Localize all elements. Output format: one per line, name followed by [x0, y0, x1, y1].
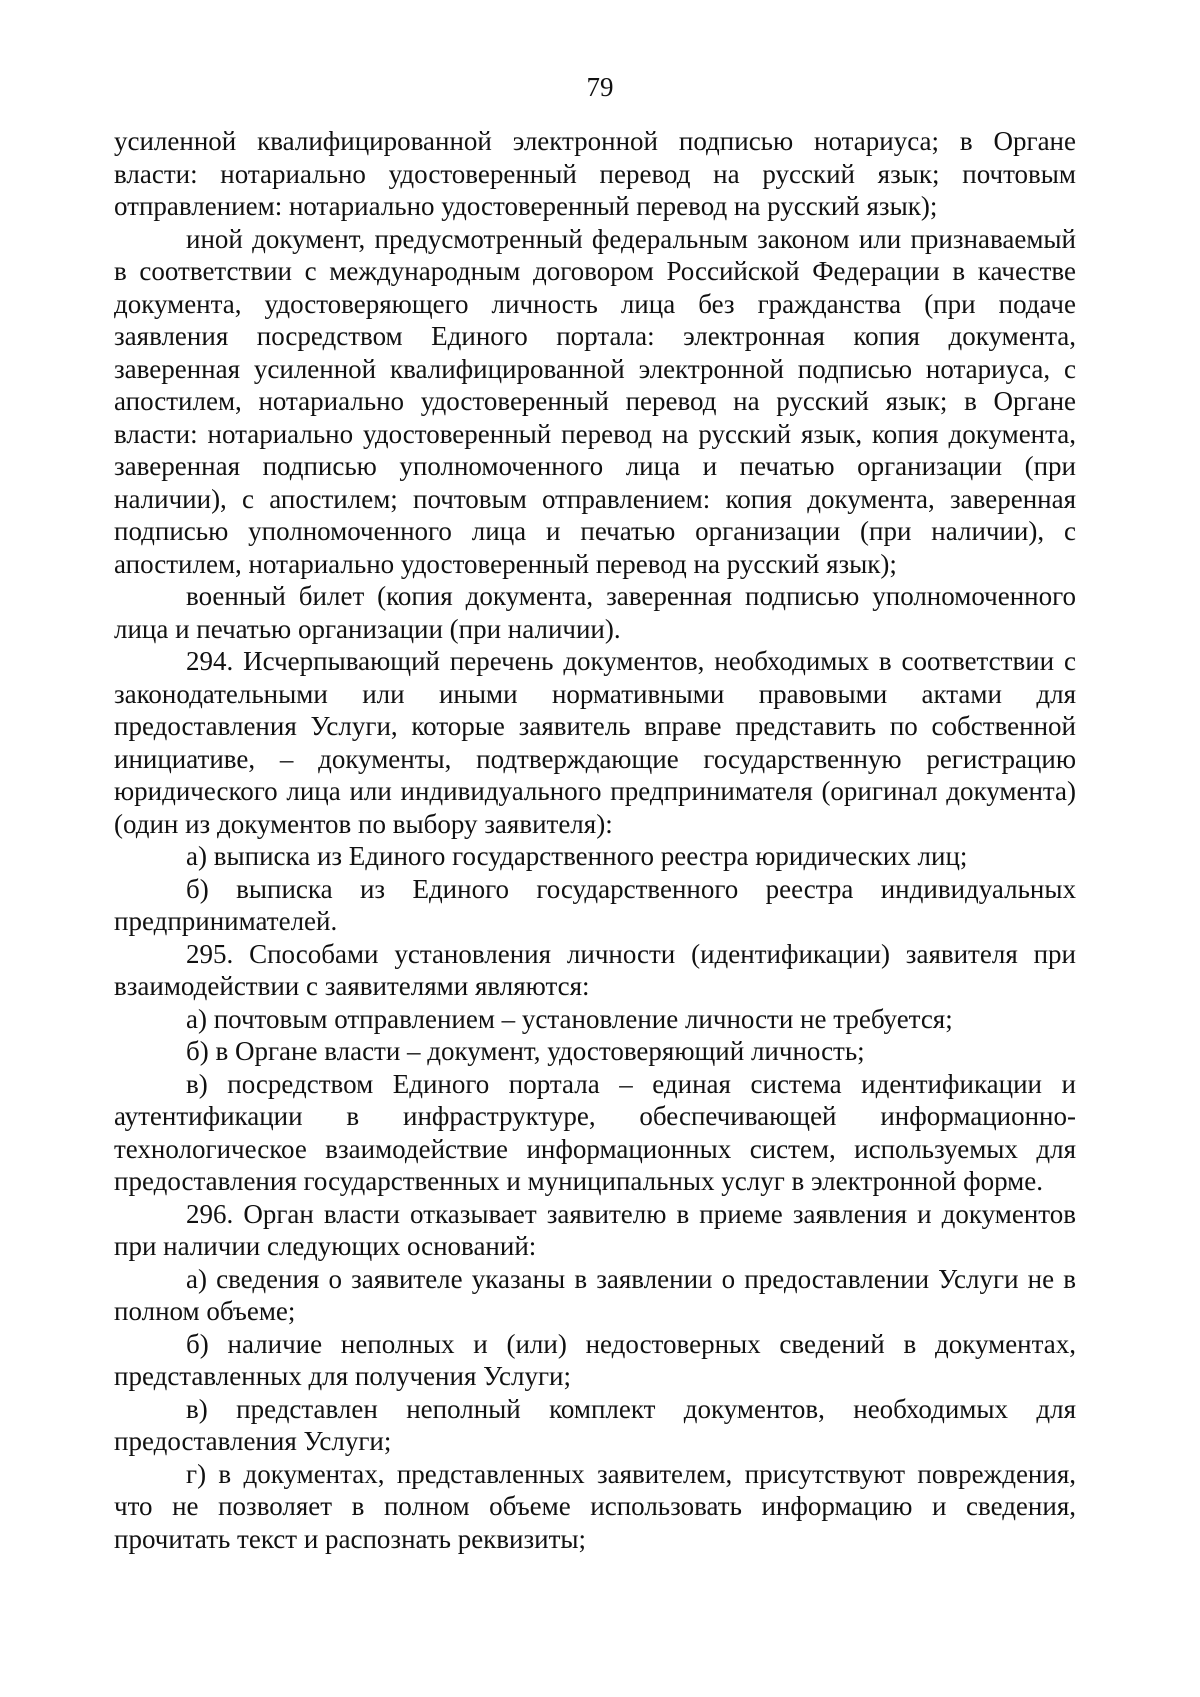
- paragraph-294-a: а) выписка из Единого государственного реестра юридических лиц;: [186, 841, 968, 871]
- page-number: 79: [586, 72, 614, 102]
- paragraph-296-a: а) сведения о заявителе указаны в заявлении о предоставлении Услуги не в полном объеме;: [114, 1263, 1076, 1326]
- paragraph-294-b: б) выписка из Единого государственного реестра индивидуальных предпринимателей.: [114, 873, 1076, 936]
- paragraph-military-id: военный билет (копия документа, заверенная подписью уполномоченного лица и печатью организации (при наличии).: [114, 581, 1076, 644]
- paragraph-296-b: б) наличие неполных и (или) недостоверных сведений в документах, представленных для получения Услуги;: [114, 1328, 1076, 1391]
- paragraph-295-b: б) в Органе власти – документ, удостоверяющий личность;: [186, 1036, 865, 1066]
- paragraph-296-c: в) представлен неполный комплект документов, необходимых для предоставления Услуги;: [114, 1393, 1076, 1456]
- paragraph-295-c: в) посредством Единого портала – единая система идентификации и аутентификации в инфраструктуре, обеспечивающей информационно-технологическое взаимодействие информационных систем, используемых для предоставления государственных и муниципальных услуг в электронной форме.: [114, 1068, 1076, 1196]
- paragraph-295: 295. Способами установления личности (идентификации) заявителя при взаимодействии с заявителями являются:: [114, 938, 1076, 1001]
- paragraph-other-document: иной документ, предусмотренный федеральным законом или признаваемый в соответствии с международным договором Российской Федерации в качестве документа, удостоверяющего личность лица без гражданства (при подаче заявления посредством Единого портала: электронная копия документа, заверенная усиленной квалифицированной электронной подписью нотариуса, с апостилем, нотариально удостоверенный перевод на русский язык; в Органе власти: нотариально удостоверенный перевод на русский язык, копия документа, заверенная подписью уполномоченного лица и печатью организации (при наличии), с апостилем; почтовым отправлением: копия документа, заверенная подписью уполномоченного лица и печатью организации (при наличии), с апостилем, нотариально удостоверенный перевод на русский язык);: [114, 223, 1076, 579]
- paragraph-296-d: г) в документах, представленных заявителем, присутствуют повреждения, что не позволяет в полном объеме использовать информацию и сведения, прочитать текст и распознать реквизиты;: [114, 1458, 1076, 1554]
- paragraph-continuation: усиленной квалифицированной электронной подписью нотариуса; в Органе власти: нотариально удостоверенный перевод на русский язык; почтовым отправлением: нотариально удостоверенный перевод на русский язык);: [114, 126, 1076, 221]
- paragraph-295-a: а) почтовым отправлением – установление личности не требуется;: [186, 1003, 953, 1034]
- paragraph-294: 294. Исчерпывающий перечень документов, необходимых в соответствии с законодательными или иными нормативными правовыми актами для предоставления Услуги, которые заявитель вправе представить по собственной инициативе, – документы, подтверждающие государственную регистрацию юридического лица или индивидуального предпринимателя (оригинал документа) (один из документов по выбору заявителя):: [114, 646, 1076, 839]
- paragraph-296: 296. Орган власти отказывает заявителю в приеме заявления и документов при наличии следующих оснований:: [114, 1198, 1076, 1261]
- document-body: [114, 125, 1076, 1555]
